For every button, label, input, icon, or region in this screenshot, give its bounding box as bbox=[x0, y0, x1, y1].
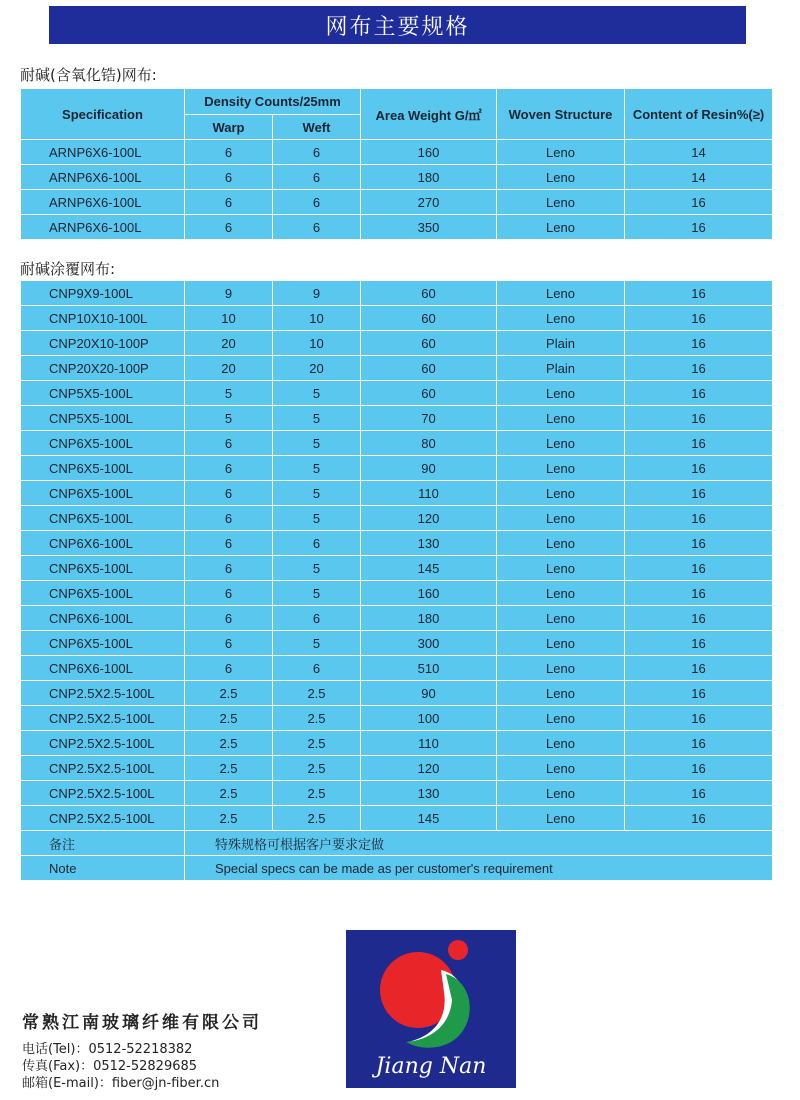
cell-weft: 6 bbox=[273, 656, 361, 681]
cell-resin: 16 bbox=[625, 731, 773, 756]
note-label-cn: 备注 bbox=[21, 831, 185, 856]
table-row bbox=[21, 656, 773, 681]
cell-area-weight: 180 bbox=[361, 165, 497, 190]
cell-resin: 16 bbox=[625, 281, 773, 306]
cell-structure: Leno bbox=[497, 581, 625, 606]
cell-resin: 16 bbox=[625, 706, 773, 731]
contact-email: 邮箱(E-mail)：fiber@jn-fiber.cn bbox=[22, 1076, 220, 1091]
cell-spec: CNP9X9-100L bbox=[21, 281, 185, 306]
cell-spec: CNP2.5X2.5-100L bbox=[21, 681, 185, 706]
cell-warp: 6 bbox=[185, 431, 273, 456]
cell-area-weight: 60 bbox=[361, 381, 497, 406]
cell-resin: 16 bbox=[625, 506, 773, 531]
cell-structure: Leno bbox=[497, 531, 625, 556]
table-row bbox=[21, 481, 773, 506]
cell-resin: 16 bbox=[625, 631, 773, 656]
header-area-weight: Area Weight G/㎡ bbox=[361, 89, 497, 140]
cell-warp: 2.5 bbox=[185, 756, 273, 781]
cell-warp: 5 bbox=[185, 406, 273, 431]
cell-area-weight: 145 bbox=[361, 806, 497, 831]
table-row bbox=[21, 631, 773, 656]
table-row bbox=[21, 606, 773, 631]
cell-area-weight: 130 bbox=[361, 781, 497, 806]
table-row bbox=[21, 281, 773, 306]
cell-warp: 6 bbox=[185, 556, 273, 581]
cell-weft: 2.5 bbox=[273, 781, 361, 806]
cell-area-weight: 60 bbox=[361, 356, 497, 381]
cell-weft: 2.5 bbox=[273, 806, 361, 831]
note-text-en: Special specs can be made as per customer's requirement bbox=[185, 856, 773, 881]
table-row bbox=[21, 356, 773, 381]
logo-red-dot bbox=[448, 940, 468, 960]
table-row bbox=[21, 140, 773, 165]
cell-warp: 6 bbox=[185, 190, 273, 215]
cell-area-weight: 510 bbox=[361, 656, 497, 681]
cell-resin: 16 bbox=[625, 381, 773, 406]
cell-resin: 16 bbox=[625, 581, 773, 606]
cell-structure: Leno bbox=[497, 431, 625, 456]
cell-spec: ARNP6X6-100L bbox=[21, 165, 185, 190]
table-row bbox=[21, 581, 773, 606]
cell-weft: 5 bbox=[273, 431, 361, 456]
cell-resin: 16 bbox=[625, 756, 773, 781]
cell-weft: 6 bbox=[273, 140, 361, 165]
cell-resin: 16 bbox=[625, 781, 773, 806]
table-row bbox=[21, 456, 773, 481]
cell-weft: 10 bbox=[273, 306, 361, 331]
table-row bbox=[21, 190, 773, 215]
cell-area-weight: 60 bbox=[361, 306, 497, 331]
cell-spec: CNP2.5X2.5-100L bbox=[21, 781, 185, 806]
table-row bbox=[21, 756, 773, 781]
table-row bbox=[21, 215, 773, 240]
cell-weft: 5 bbox=[273, 456, 361, 481]
cell-resin: 16 bbox=[625, 215, 773, 240]
cell-warp: 6 bbox=[185, 140, 273, 165]
table-row bbox=[21, 731, 773, 756]
cell-resin: 16 bbox=[625, 331, 773, 356]
cell-structure: Leno bbox=[497, 406, 625, 431]
cell-weft: 5 bbox=[273, 506, 361, 531]
cell-spec: CNP2.5X2.5-100L bbox=[21, 806, 185, 831]
cell-weft: 5 bbox=[273, 381, 361, 406]
cell-warp: 6 bbox=[185, 606, 273, 631]
cell-structure: Plain bbox=[497, 356, 625, 381]
cell-spec: CNP6X5-100L bbox=[21, 556, 185, 581]
table-row bbox=[21, 306, 773, 331]
cell-resin: 16 bbox=[625, 456, 773, 481]
cell-weft: 5 bbox=[273, 556, 361, 581]
cell-resin: 16 bbox=[625, 531, 773, 556]
company-name: 常熟江南玻璃纤维有限公司 bbox=[22, 1013, 262, 1033]
cell-resin: 14 bbox=[625, 140, 773, 165]
cell-area-weight: 350 bbox=[361, 215, 497, 240]
cell-structure: Leno bbox=[497, 506, 625, 531]
cell-structure: Leno bbox=[497, 656, 625, 681]
cell-warp: 6 bbox=[185, 481, 273, 506]
cell-area-weight: 160 bbox=[361, 140, 497, 165]
spec-table-ar bbox=[20, 88, 773, 240]
cell-structure: Leno bbox=[497, 731, 625, 756]
cell-weft: 10 bbox=[273, 331, 361, 356]
cell-weft: 6 bbox=[273, 531, 361, 556]
cell-area-weight: 300 bbox=[361, 631, 497, 656]
cell-warp: 5 bbox=[185, 381, 273, 406]
table-row bbox=[21, 431, 773, 456]
cell-area-weight: 130 bbox=[361, 531, 497, 556]
cell-warp: 2.5 bbox=[185, 731, 273, 756]
cell-weft: 5 bbox=[273, 631, 361, 656]
header-woven-structure: Woven Structure bbox=[497, 89, 625, 140]
cell-spec: CNP6X5-100L bbox=[21, 631, 185, 656]
cell-spec: ARNP6X6-100L bbox=[21, 190, 185, 215]
cell-area-weight: 270 bbox=[361, 190, 497, 215]
cell-resin: 16 bbox=[625, 656, 773, 681]
cell-weft: 20 bbox=[273, 356, 361, 381]
cell-structure: Plain bbox=[497, 331, 625, 356]
cell-warp: 20 bbox=[185, 356, 273, 381]
cell-area-weight: 60 bbox=[361, 331, 497, 356]
table-row bbox=[21, 706, 773, 731]
cell-spec: CNP6X5-100L bbox=[21, 456, 185, 481]
cell-weft: 2.5 bbox=[273, 756, 361, 781]
cell-structure: Leno bbox=[497, 481, 625, 506]
cell-spec: CNP20X10-100P bbox=[21, 331, 185, 356]
cell-structure: Leno bbox=[497, 215, 625, 240]
company-logo bbox=[346, 930, 516, 1088]
spec-table-coated bbox=[20, 280, 773, 881]
cell-weft: 5 bbox=[273, 481, 361, 506]
cell-structure: Leno bbox=[497, 681, 625, 706]
cell-structure: Leno bbox=[497, 456, 625, 481]
cell-warp: 6 bbox=[185, 581, 273, 606]
table-row bbox=[21, 406, 773, 431]
cell-area-weight: 100 bbox=[361, 706, 497, 731]
table-row bbox=[21, 531, 773, 556]
cell-warp: 10 bbox=[185, 306, 273, 331]
cell-spec: CNP6X5-100L bbox=[21, 431, 185, 456]
cell-resin: 16 bbox=[625, 681, 773, 706]
cell-resin: 16 bbox=[625, 806, 773, 831]
cell-spec: CNP2.5X2.5-100L bbox=[21, 731, 185, 756]
logo-text: Jiang Nan bbox=[375, 1054, 487, 1079]
section-label-ar-mesh: 耐碱(含氧化锆)网布: bbox=[20, 66, 157, 84]
table-row bbox=[21, 165, 773, 190]
table-row bbox=[21, 331, 773, 356]
cell-structure: Leno bbox=[497, 381, 625, 406]
cell-warp: 6 bbox=[185, 506, 273, 531]
cell-warp: 2.5 bbox=[185, 681, 273, 706]
cell-area-weight: 180 bbox=[361, 606, 497, 631]
cell-structure: Leno bbox=[497, 165, 625, 190]
cell-area-weight: 90 bbox=[361, 456, 497, 481]
header-density: Density Counts/25mm bbox=[185, 89, 361, 115]
cell-spec: CNP2.5X2.5-100L bbox=[21, 706, 185, 731]
cell-warp: 6 bbox=[185, 531, 273, 556]
cell-resin: 16 bbox=[625, 431, 773, 456]
cell-spec: CNP6X6-100L bbox=[21, 531, 185, 556]
header-weft: Weft bbox=[273, 115, 361, 140]
cell-weft: 6 bbox=[273, 215, 361, 240]
cell-spec: CNP2.5X2.5-100L bbox=[21, 756, 185, 781]
note-label-en: Note bbox=[21, 856, 185, 881]
cell-warp: 6 bbox=[185, 631, 273, 656]
header-resin: Content of Resin%(≥) bbox=[625, 89, 773, 140]
cell-resin: 16 bbox=[625, 606, 773, 631]
cell-area-weight: 80 bbox=[361, 431, 497, 456]
cell-spec: CNP6X6-100L bbox=[21, 656, 185, 681]
cell-weft: 2.5 bbox=[273, 681, 361, 706]
cell-weft: 6 bbox=[273, 165, 361, 190]
cell-weft: 2.5 bbox=[273, 731, 361, 756]
cell-weft: 6 bbox=[273, 606, 361, 631]
cell-warp: 6 bbox=[185, 165, 273, 190]
table-row bbox=[21, 681, 773, 706]
note-row-en bbox=[21, 856, 773, 881]
cell-spec: CNP6X5-100L bbox=[21, 481, 185, 506]
cell-area-weight: 110 bbox=[361, 481, 497, 506]
cell-spec: CNP6X6-100L bbox=[21, 606, 185, 631]
note-row-cn bbox=[21, 831, 773, 856]
cell-warp: 2.5 bbox=[185, 781, 273, 806]
cell-area-weight: 120 bbox=[361, 506, 497, 531]
cell-area-weight: 70 bbox=[361, 406, 497, 431]
cell-structure: Leno bbox=[497, 756, 625, 781]
table-row bbox=[21, 381, 773, 406]
cell-warp: 9 bbox=[185, 281, 273, 306]
cell-structure: Leno bbox=[497, 190, 625, 215]
cell-resin: 16 bbox=[625, 406, 773, 431]
cell-weft: 9 bbox=[273, 281, 361, 306]
cell-warp: 2.5 bbox=[185, 706, 273, 731]
table-row bbox=[21, 806, 773, 831]
contact-tel: 电话(Tel)：0512-52218382 bbox=[22, 1042, 193, 1057]
cell-structure: Leno bbox=[497, 806, 625, 831]
cell-spec: CNP20X20-100P bbox=[21, 356, 185, 381]
contact-fax: 传真(Fax)：0512-52829685 bbox=[22, 1059, 198, 1074]
page-title: 网布主要规格 bbox=[49, 6, 746, 44]
cell-structure: Leno bbox=[497, 306, 625, 331]
cell-resin: 16 bbox=[625, 481, 773, 506]
section-label-coated-mesh: 耐碱涂覆网布: bbox=[20, 260, 116, 278]
note-text-cn: 特殊规格可根据客户要求定做 bbox=[185, 831, 773, 856]
header-warp: Warp bbox=[185, 115, 273, 140]
cell-structure: Leno bbox=[497, 781, 625, 806]
table-row bbox=[21, 781, 773, 806]
cell-resin: 16 bbox=[625, 306, 773, 331]
cell-spec: CNP5X5-100L bbox=[21, 406, 185, 431]
cell-resin: 16 bbox=[625, 356, 773, 381]
cell-structure: Leno bbox=[497, 631, 625, 656]
cell-spec: CNP6X5-100L bbox=[21, 581, 185, 606]
cell-weft: 5 bbox=[273, 581, 361, 606]
cell-weft: 6 bbox=[273, 190, 361, 215]
cell-structure: Leno bbox=[497, 140, 625, 165]
cell-spec: CNP6X5-100L bbox=[21, 506, 185, 531]
cell-warp: 6 bbox=[185, 656, 273, 681]
cell-spec: ARNP6X6-100L bbox=[21, 215, 185, 240]
table-row bbox=[21, 556, 773, 581]
cell-weft: 2.5 bbox=[273, 706, 361, 731]
cell-structure: Leno bbox=[497, 606, 625, 631]
cell-warp: 6 bbox=[185, 456, 273, 481]
cell-spec: ARNP6X6-100L bbox=[21, 140, 185, 165]
cell-spec: CNP10X10-100L bbox=[21, 306, 185, 331]
cell-area-weight: 145 bbox=[361, 556, 497, 581]
cell-area-weight: 60 bbox=[361, 281, 497, 306]
cell-resin: 14 bbox=[625, 165, 773, 190]
cell-area-weight: 120 bbox=[361, 756, 497, 781]
cell-structure: Leno bbox=[497, 556, 625, 581]
cell-structure: Leno bbox=[497, 281, 625, 306]
cell-warp: 20 bbox=[185, 331, 273, 356]
cell-area-weight: 90 bbox=[361, 681, 497, 706]
cell-resin: 16 bbox=[625, 556, 773, 581]
cell-area-weight: 110 bbox=[361, 731, 497, 756]
jiang-nan-logo-icon bbox=[346, 930, 516, 1088]
header-specification: Specification bbox=[21, 89, 185, 140]
cell-warp: 6 bbox=[185, 215, 273, 240]
cell-area-weight: 160 bbox=[361, 581, 497, 606]
table-row bbox=[21, 506, 773, 531]
cell-warp: 2.5 bbox=[185, 806, 273, 831]
cell-weft: 5 bbox=[273, 406, 361, 431]
cell-spec: CNP5X5-100L bbox=[21, 381, 185, 406]
cell-structure: Leno bbox=[497, 706, 625, 731]
cell-resin: 16 bbox=[625, 190, 773, 215]
